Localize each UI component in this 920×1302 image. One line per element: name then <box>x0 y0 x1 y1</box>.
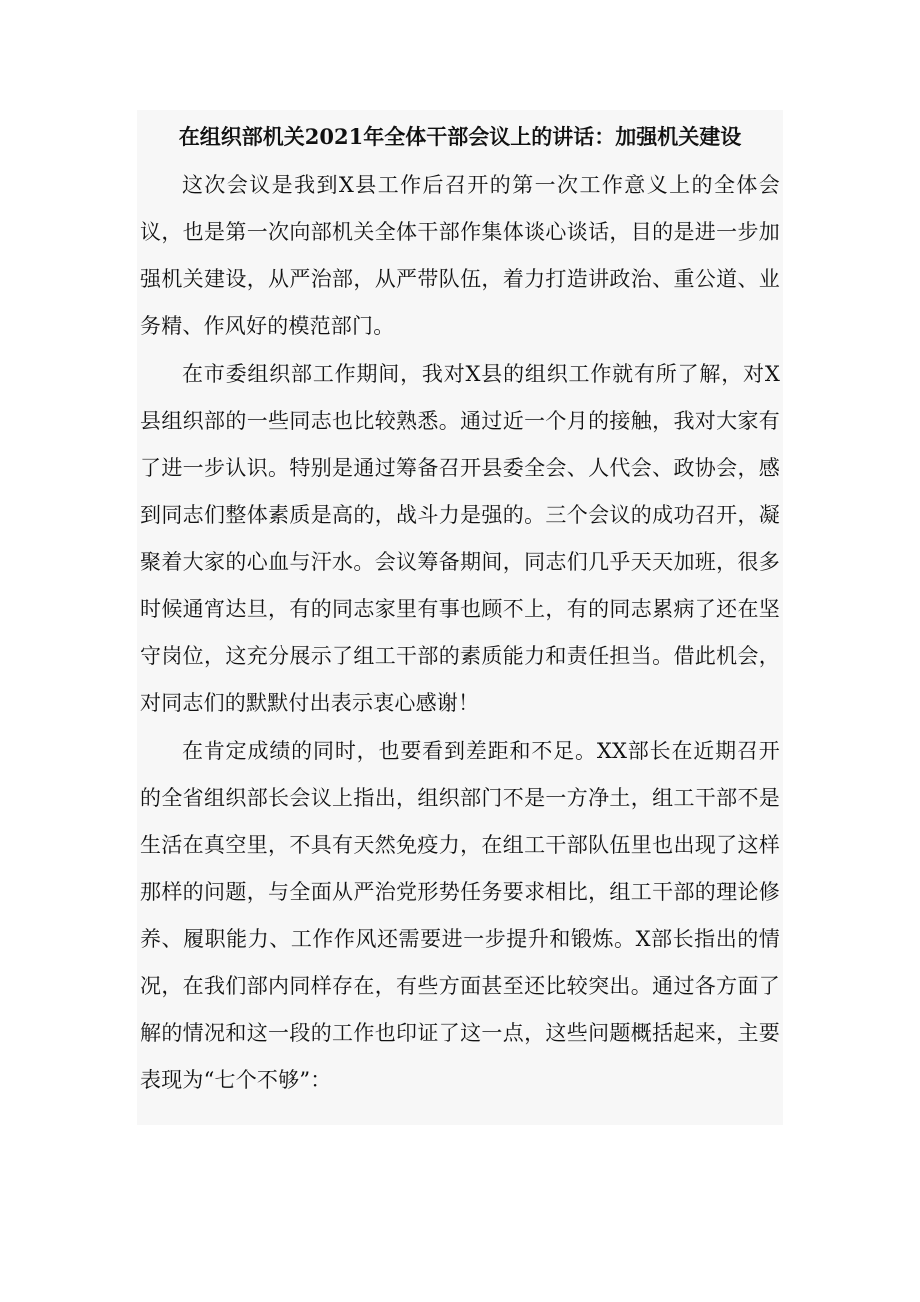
paragraph-1: 这次会议是我到X县工作后召开的第一次工作意义上的全体会议，也是第一次向部机关全体干部作集体谈心谈话，目的是进一步加强机关建设，从严治部，从严带队伍，着力打造讲政治、重公道、业务精、作风好的模范部门。 <box>140 173 780 338</box>
paragraph-2: 在市委组织部工作期间，我对X县的组织工作就有所了解，对X县组织部的一些同志也比较熟悉。通过近一个月的接触，我对大家有了进一步认识。特别是通过筹备召开县委全会、人代会、政协会，感到同志们整体素质是高的，战斗力是强的。三个会议的成功召开，凝聚着大家的心血与汗水。会议筹备期间，同志们几乎天天加班，很多时候通宵达旦，有的同志家里有事也顾不上，有的同志累病了还在坚守岗位，这充分展示了组工干部的素质能力和责任担当。借此机会，对同志们的默默付出表示衷心感谢！ <box>140 362 780 715</box>
paragraph-3: 在肯定成绩的同时，也要看到差距和不足。XX部长在近期召开的全省组织部长会议上指出，组织部门不是一方净土，组工干部不是生活在真空里，不具有天然免疫力，在组工干部队伍里也出现了这样那样的问题，与全面从严治党形势任务要求相比，组工干部的理论修养、履职能力、工作作风还需要进一步提升和锻炼。X部长指出的情况，在我们部内同样存在，有些方面甚至还比较突出。通过各方面了解的情况和这一段的工作也印证了这一点，这些问题概括起来，主要表现为“七个不够”： <box>140 739 780 1092</box>
document-title: 在组织部机关2021年全体干部会议上的讲话：加强机关建设 <box>178 124 742 149</box>
document-body <box>137 110 783 1125</box>
